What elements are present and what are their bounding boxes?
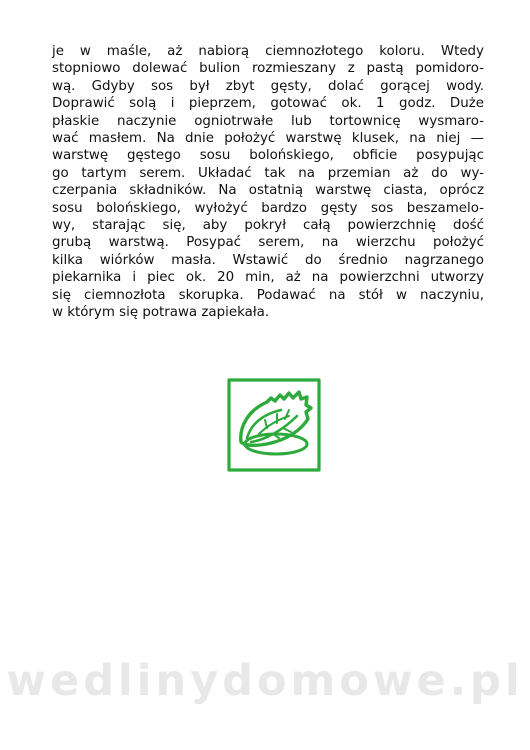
recipe-text bbox=[52, 43, 484, 322]
watermark: wedlinydomowe.pl bbox=[6, 656, 524, 706]
text-line: czerpania składników. Na ostatnią warstwę ciasta, oprócz bbox=[52, 183, 484, 199]
text-line: wą. Gdyby sos był zbyt gęsty, dolać gorącej wody. bbox=[52, 78, 484, 94]
text-line: Doprawić solą i pieprzem, gotować ok. 1 godz. Duże bbox=[52, 96, 484, 112]
text-line: je w maśle, aż nabiorą ciemnozłotego koloru. Wtedy bbox=[52, 44, 484, 59]
text-line: wać masłem. Na dnie położyć warstwę klusek, na niej — bbox=[52, 131, 484, 147]
text-line: grubą warstwą. Posypać serem, na wierzchu położyć bbox=[52, 235, 484, 251]
text-line: się ciemnozłota skorupka. Podawać na stół w naczyniu, bbox=[52, 287, 484, 303]
text-line: w którym się potrawa zapiekała. bbox=[52, 305, 270, 321]
leaf-on-dish-icon bbox=[227, 378, 321, 472]
text-line: kilka wiórków masła. Wstawić do średnio nagrzanego bbox=[52, 252, 484, 268]
text-line: warstwę gęstego sosu bolońskiego, obficie posypując bbox=[52, 148, 484, 164]
text-line: go tartym serem. Układać tak na przemian aż do wy- bbox=[52, 165, 484, 181]
text-line: sosu bolońskiego, wyłożyć bardzo gęsty sos beszamelo- bbox=[52, 200, 484, 216]
text-line: piekarnika i piec ok. 20 min, aż na powierzchni utworzy bbox=[52, 270, 484, 286]
text-line: wy, starając się, aby pokrył całą powierzchnię dość bbox=[52, 218, 484, 234]
text-line: płaskie naczynie ogniotrwałe lub tortownicę wysmaro- bbox=[52, 113, 484, 129]
text-line: stopniowo dolewać bulion rozmieszany z pastą pomidoro- bbox=[52, 61, 484, 77]
